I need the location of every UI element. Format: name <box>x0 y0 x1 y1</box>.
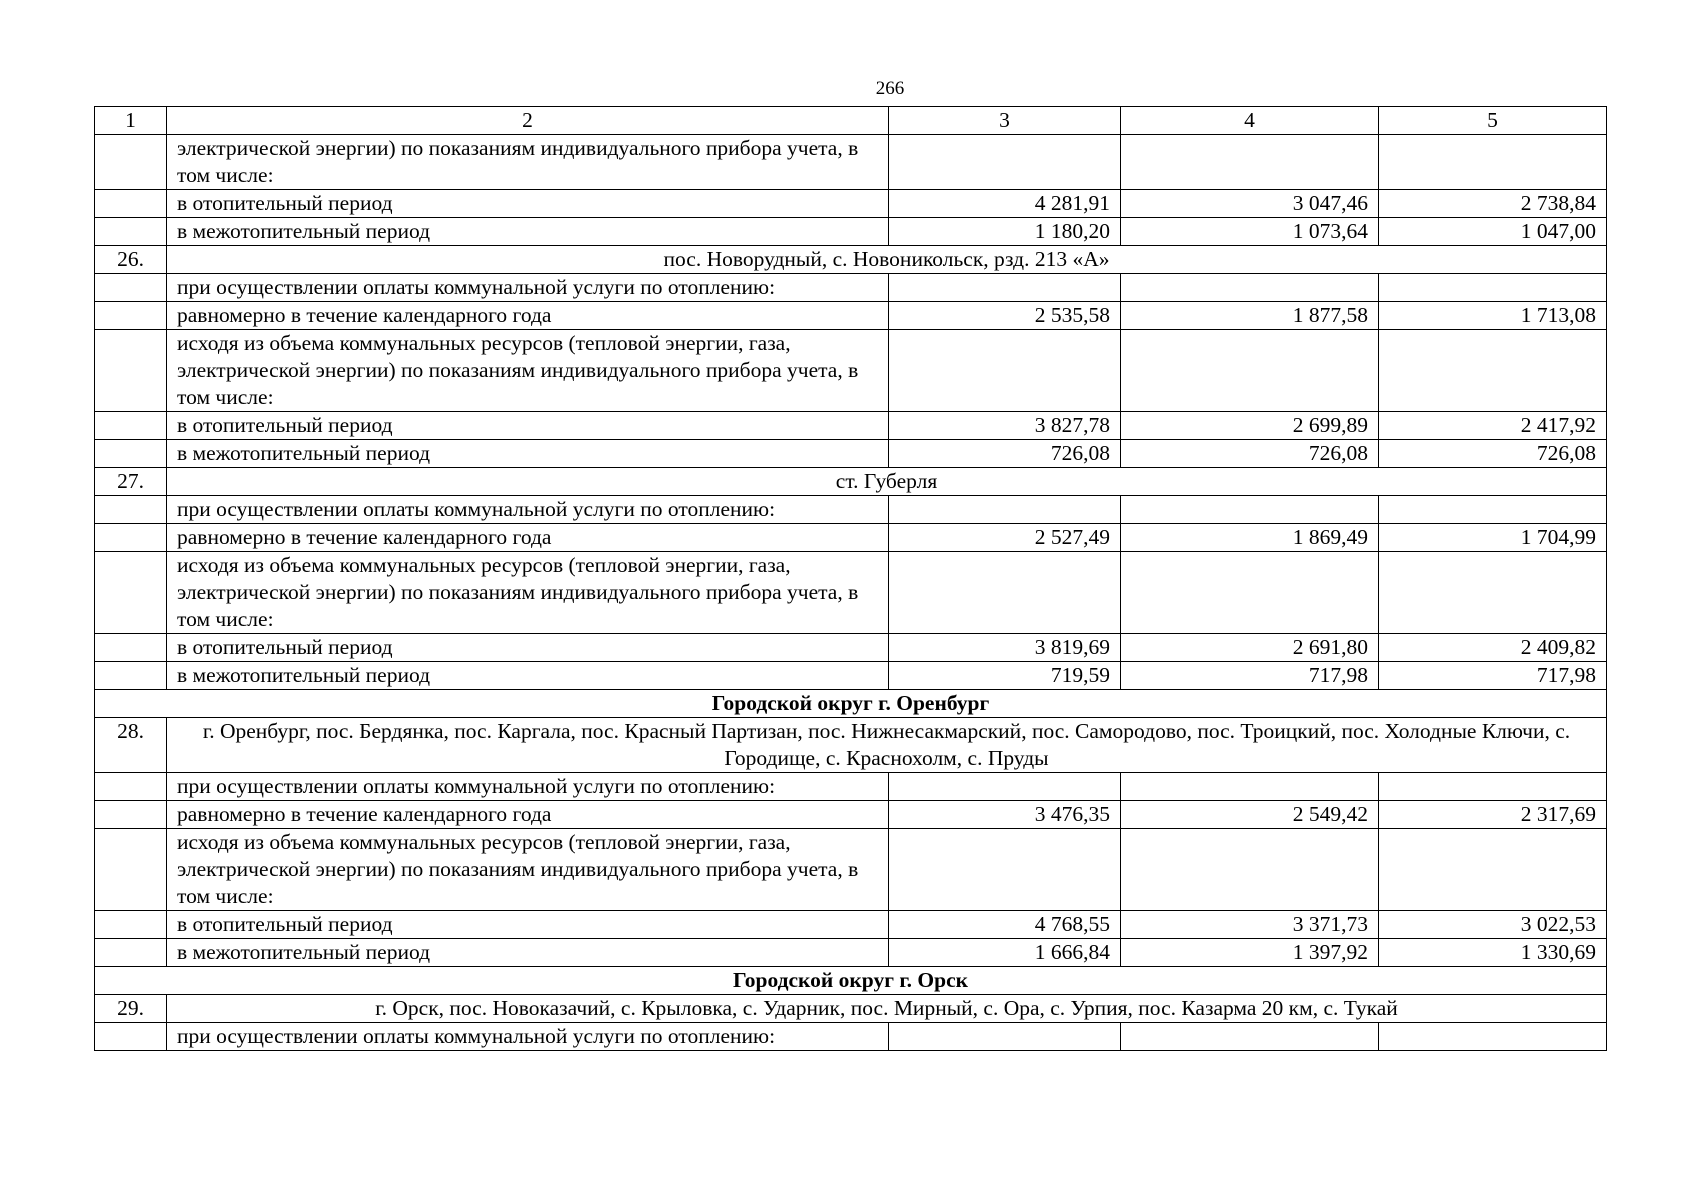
location-name: г. Оренбург, пос. Бердянка, пос. Каргала, пос. Красный Партизан, пос. Нижнесакмарский, пос. Самородово, пос. Троицкий, пос. Холодные Ключи, с. Городище, с. Краснохолм, с. Пруды <box>167 718 1607 773</box>
value-cell: 3 047,46 <box>1121 190 1379 218</box>
value-cell <box>1121 773 1379 801</box>
table-row <box>95 135 1607 190</box>
row-number <box>95 440 167 468</box>
value-cell: 2 699,89 <box>1121 412 1379 440</box>
row-number <box>95 773 167 801</box>
value-cell: 2 409,82 <box>1379 634 1607 662</box>
location-name: пос. Новорудный, с. Новоникольск, рзд. 213 «А» <box>167 246 1607 274</box>
table-row <box>95 911 1607 939</box>
value-cell: 1 330,69 <box>1379 939 1607 967</box>
section-row <box>95 967 1607 995</box>
row-number: 29. <box>95 995 167 1023</box>
table-row <box>95 552 1607 634</box>
value-cell <box>1379 1023 1607 1051</box>
header-cell: 2 <box>167 107 889 135</box>
table-row <box>95 1023 1607 1051</box>
location-name: ст. Губерля <box>167 468 1607 496</box>
location-row <box>95 995 1607 1023</box>
table-row <box>95 829 1607 911</box>
table-row <box>95 218 1607 246</box>
value-cell: 1 713,08 <box>1379 302 1607 330</box>
value-cell: 2 738,84 <box>1379 190 1607 218</box>
location-row <box>95 246 1607 274</box>
value-cell <box>889 773 1121 801</box>
value-cell <box>1121 274 1379 302</box>
row-number <box>95 662 167 690</box>
header-cell: 4 <box>1121 107 1379 135</box>
row-label: исходя из объема коммунальных ресурсов (тепловой энергии, газа, электрической энергии) по показаниям индивидуального прибора учета, в том числе: <box>167 330 889 412</box>
value-cell <box>1121 552 1379 634</box>
value-cell: 1 666,84 <box>889 939 1121 967</box>
row-number <box>95 135 167 190</box>
value-cell <box>1379 496 1607 524</box>
row-label: в межотопительный период <box>167 939 889 967</box>
value-cell: 1 397,92 <box>1121 939 1379 967</box>
value-cell: 2 417,92 <box>1379 412 1607 440</box>
value-cell <box>1379 274 1607 302</box>
value-cell: 1 869,49 <box>1121 524 1379 552</box>
value-cell: 1 047,00 <box>1379 218 1607 246</box>
value-cell <box>1121 496 1379 524</box>
row-number <box>95 218 167 246</box>
table-row <box>95 773 1607 801</box>
row-label: в отопительный период <box>167 412 889 440</box>
value-cell: 1 877,58 <box>1121 302 1379 330</box>
row-number <box>95 302 167 330</box>
row-label: исходя из объема коммунальных ресурсов (тепловой энергии, газа, электрической энергии) по показаниям индивидуального прибора учета, в том числе: <box>167 829 889 911</box>
row-number <box>95 829 167 911</box>
value-cell <box>889 496 1121 524</box>
value-cell <box>1379 829 1607 911</box>
row-label: равномерно в течение календарного года <box>167 302 889 330</box>
location-name: г. Орск, пос. Новоказачий, с. Крыловка, с. Ударник, пос. Мирный, с. Ора, с. Урпия, пос. Казарма 20 км, с. Тукай <box>167 995 1607 1023</box>
value-cell: 4 281,91 <box>889 190 1121 218</box>
value-cell: 726,08 <box>1379 440 1607 468</box>
value-cell <box>1379 135 1607 190</box>
value-cell <box>1379 552 1607 634</box>
row-number <box>95 911 167 939</box>
row-number: 26. <box>95 246 167 274</box>
value-cell: 1 073,64 <box>1121 218 1379 246</box>
row-label: электрической энергии) по показаниям индивидуального прибора учета, в том числе: <box>167 135 889 190</box>
value-cell <box>889 829 1121 911</box>
value-cell: 3 827,78 <box>889 412 1121 440</box>
row-number <box>95 634 167 662</box>
table-row <box>95 801 1607 829</box>
value-cell: 3 476,35 <box>889 801 1121 829</box>
value-cell <box>1121 330 1379 412</box>
tariff-table <box>94 106 1607 1051</box>
value-cell: 1 704,99 <box>1379 524 1607 552</box>
table-row <box>95 440 1607 468</box>
value-cell <box>1379 773 1607 801</box>
value-cell <box>1121 135 1379 190</box>
section-title: Городской округ г. Оренбург <box>95 690 1607 718</box>
value-cell: 4 768,55 <box>889 911 1121 939</box>
row-number: 27. <box>95 468 167 496</box>
row-number: 28. <box>95 718 167 773</box>
row-label: при осуществлении оплаты коммунальной услуги по отоплению: <box>167 274 889 302</box>
value-cell: 717,98 <box>1121 662 1379 690</box>
value-cell: 3 022,53 <box>1379 911 1607 939</box>
header-cell: 1 <box>95 107 167 135</box>
table-row <box>95 634 1607 662</box>
value-cell <box>889 274 1121 302</box>
row-number <box>95 801 167 829</box>
table-row <box>95 274 1607 302</box>
value-cell <box>1121 829 1379 911</box>
table-row <box>95 190 1607 218</box>
row-number <box>95 552 167 634</box>
value-cell: 719,59 <box>889 662 1121 690</box>
row-label: в межотопительный период <box>167 440 889 468</box>
row-number <box>95 524 167 552</box>
row-label: в межотопительный период <box>167 662 889 690</box>
row-label: в межотопительный период <box>167 218 889 246</box>
row-number <box>95 1023 167 1051</box>
value-cell <box>1379 330 1607 412</box>
page-number: 266 <box>875 78 905 99</box>
header-cell: 3 <box>889 107 1121 135</box>
header-row <box>95 107 1607 135</box>
value-cell: 2 691,80 <box>1121 634 1379 662</box>
value-cell: 2 535,58 <box>889 302 1121 330</box>
row-label: равномерно в течение календарного года <box>167 801 889 829</box>
row-label: исходя из объема коммунальных ресурсов (тепловой энергии, газа, электрической энергии) по показаниям индивидуального прибора учета, в том числе: <box>167 552 889 634</box>
value-cell <box>889 135 1121 190</box>
location-row <box>95 468 1607 496</box>
value-cell: 1 180,20 <box>889 218 1121 246</box>
table-row <box>95 330 1607 412</box>
value-cell: 2 549,42 <box>1121 801 1379 829</box>
row-number <box>95 412 167 440</box>
row-label: в отопительный период <box>167 911 889 939</box>
row-number <box>95 496 167 524</box>
table-row <box>95 496 1607 524</box>
value-cell <box>889 330 1121 412</box>
value-cell <box>1121 1023 1379 1051</box>
table-row <box>95 939 1607 967</box>
value-cell: 717,98 <box>1379 662 1607 690</box>
row-label: при осуществлении оплаты коммунальной услуги по отоплению: <box>167 496 889 524</box>
section-row <box>95 690 1607 718</box>
row-number <box>95 330 167 412</box>
value-cell: 2 317,69 <box>1379 801 1607 829</box>
value-cell: 726,08 <box>889 440 1121 468</box>
row-label: в отопительный период <box>167 634 889 662</box>
header-cell: 5 <box>1379 107 1607 135</box>
table-row <box>95 524 1607 552</box>
row-number <box>95 274 167 302</box>
value-cell <box>889 1023 1121 1051</box>
table-row <box>95 412 1607 440</box>
row-label: при осуществлении оплаты коммунальной услуги по отоплению: <box>167 1023 889 1051</box>
row-number <box>95 190 167 218</box>
row-label: равномерно в течение календарного года <box>167 524 889 552</box>
section-title: Городской округ г. Орск <box>95 967 1607 995</box>
table-row <box>95 662 1607 690</box>
table-row <box>95 302 1607 330</box>
value-cell: 726,08 <box>1121 440 1379 468</box>
value-cell: 3 371,73 <box>1121 911 1379 939</box>
value-cell: 3 819,69 <box>889 634 1121 662</box>
value-cell: 2 527,49 <box>889 524 1121 552</box>
row-label: в отопительный период <box>167 190 889 218</box>
value-cell <box>889 552 1121 634</box>
row-label: при осуществлении оплаты коммунальной услуги по отоплению: <box>167 773 889 801</box>
row-number <box>95 939 167 967</box>
location-row <box>95 718 1607 773</box>
